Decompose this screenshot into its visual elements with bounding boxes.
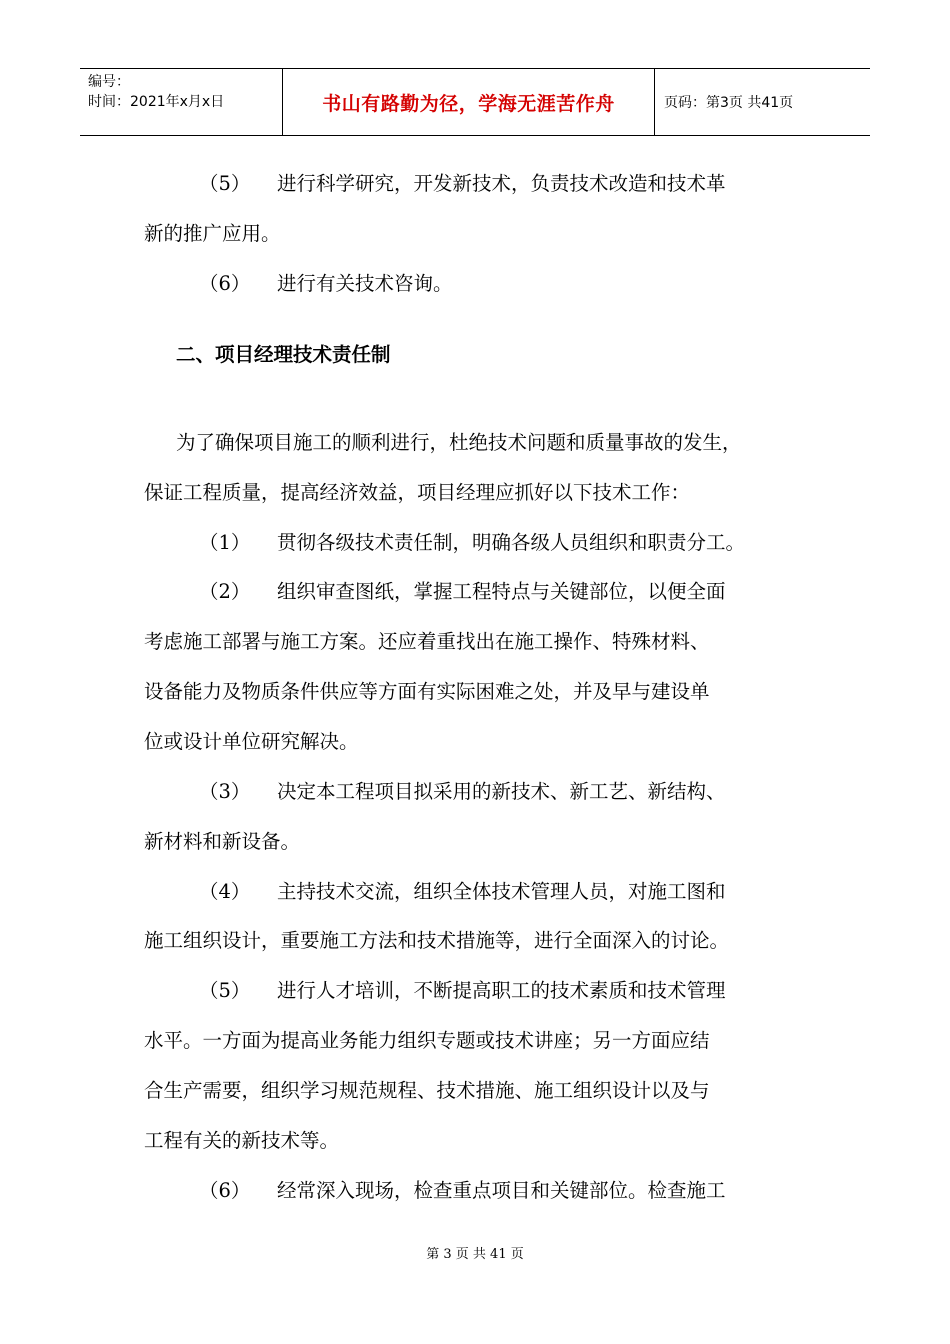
item-number: （2） — [199, 580, 251, 603]
item-text: 进行有关技术咨询。 — [277, 272, 453, 295]
paragraph-line: 保证工程质量，提高经济效益，项目经理应抓好以下技术工作： — [144, 481, 691, 504]
item-number: （4） — [199, 880, 251, 903]
item-number: （6） — [199, 272, 251, 295]
item-text: 进行科学研究，开发新技术，负责技术改造和技术革 — [277, 172, 726, 195]
paragraph-line: 位或设计单位研究解决。 — [144, 730, 359, 753]
paragraph-line: 考虑施工部署与施工方案。还应着重找出在施工操作、特殊材料、 — [144, 630, 710, 653]
item-text: 进行人才培训，不断提高职工的技术素质和技术管理 — [277, 979, 726, 1002]
numbered-paragraph-line — [199, 1179, 726, 1203]
paragraph-line: 合生产需要，组织学习规范规程、技术措施、施工组织设计以及与 — [144, 1079, 710, 1102]
paragraph-line: 工程有关的新技术等。 — [144, 1129, 340, 1152]
item-number: （1） — [199, 531, 251, 554]
serial-label: 编号： — [88, 74, 130, 90]
numbered-paragraph-line — [199, 580, 726, 604]
header-page-info: 页码：第3页 共41页 — [664, 95, 794, 111]
item-number: （3） — [199, 780, 251, 803]
paragraph-line: 施工组织设计，重要施工方法和技术措施等，进行全面深入的讨论。 — [144, 929, 730, 952]
item-text: 贯彻各级技术责任制，明确各级人员组织和职责分工。 — [277, 531, 746, 554]
numbered-paragraph-line — [199, 780, 726, 804]
item-number: （5） — [199, 979, 251, 1002]
item-number: （6） — [199, 1179, 251, 1202]
numbered-paragraph-line — [199, 880, 726, 904]
page-header — [80, 68, 870, 136]
header-motto: 书山有路勤为径，学海无涯苦作舟 — [283, 69, 655, 135]
numbered-paragraph-line — [199, 172, 726, 196]
header-meta-cell — [80, 69, 283, 135]
item-text: 主持技术交流，组织全体技术管理人员，对施工图和 — [277, 880, 726, 903]
item-text: 经常深入现场，检查重点项目和关键部位。检查施工 — [277, 1179, 726, 1202]
section-heading: 二、项目经理技术责任制 — [176, 343, 391, 366]
numbered-paragraph-line — [199, 272, 453, 296]
page-footer: 第 3 页 共 41 页 — [426, 1247, 524, 1262]
numbered-paragraph-line — [199, 531, 745, 555]
date-label: 时间：2021年x月x日 — [88, 94, 225, 110]
paragraph-line: 新材料和新设备。 — [144, 830, 301, 853]
item-text: 组织审查图纸，掌握工程特点与关键部位，以便全面 — [277, 580, 726, 603]
paragraph-line: 新的推广应用。 — [144, 222, 281, 245]
numbered-paragraph-line — [199, 979, 726, 1003]
paragraph-line: 设备能力及物质条件供应等方面有实际困难之处，并及早与建设单 — [144, 680, 710, 703]
paragraph-line: 水平。一方面为提高业务能力组织专题或技术讲座；另一方面应结 — [144, 1029, 710, 1052]
item-number: （5） — [199, 172, 251, 195]
item-text: 决定本工程项目拟采用的新技术、新工艺、新结构、 — [277, 780, 726, 803]
paragraph-line: 为了确保项目施工的顺利进行，杜绝技术问题和质量事故的发生， — [176, 431, 742, 454]
